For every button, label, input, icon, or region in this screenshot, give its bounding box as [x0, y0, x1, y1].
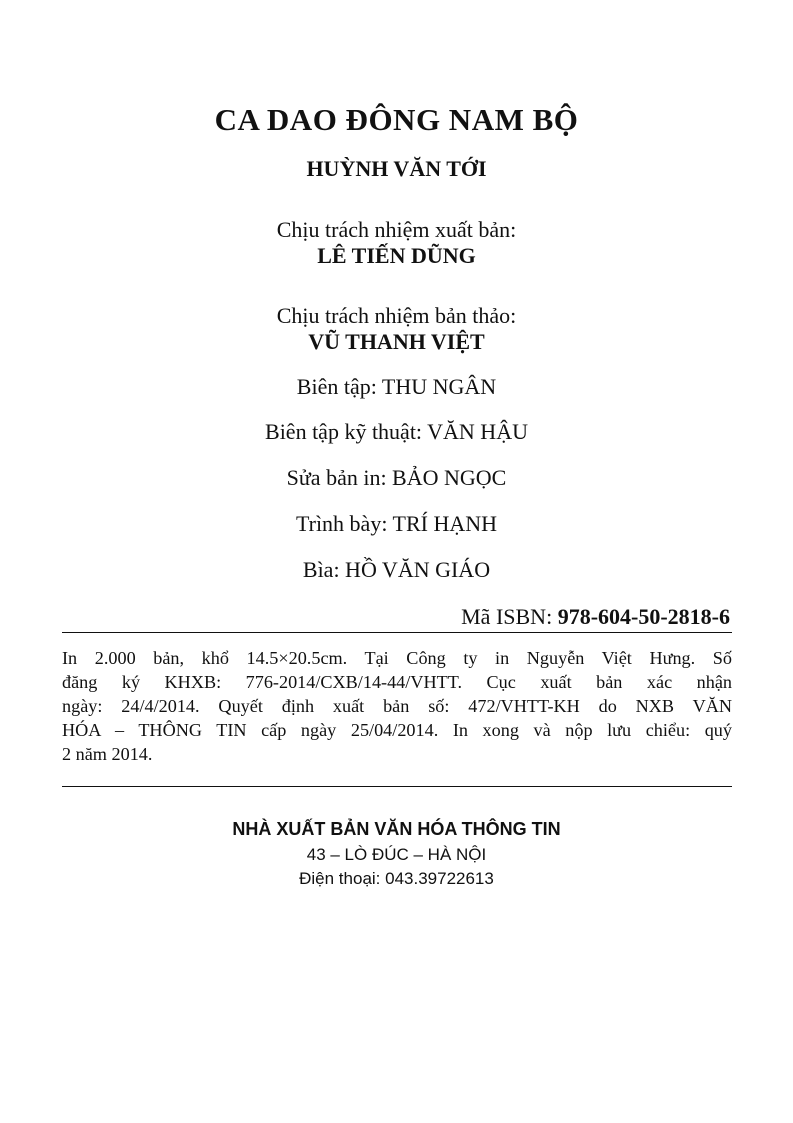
publishing-responsible-name: LÊ TIẾN DŨNG: [317, 243, 476, 268]
top-rule: [62, 632, 732, 633]
credit-technical-editor: Biên tập kỹ thuật: VĂN HẬU: [265, 419, 528, 444]
isbn-label: Mã ISBN:: [461, 604, 553, 629]
imprint-line: HÓA – THÔNG TIN cấp ngày 25/04/2014. In xong và nộp lưu chiểu: quý: [62, 720, 732, 740]
credit-editor: Biên tập: THU NGÂN: [296, 374, 497, 399]
book-author: HUỲNH VĂN TỚI: [306, 156, 487, 181]
book-title: CA DAO ĐÔNG NAM BỘ: [214, 102, 579, 137]
imprint-block: [62, 646, 732, 766]
credit-layout: Trình bày: TRÍ HẠNH: [295, 511, 498, 536]
isbn-line: [461, 604, 730, 630]
publisher-name: NHÀ XUẤT BẢN VĂN HÓA THÔNG TIN: [232, 819, 561, 839]
manuscript-responsible-label: Chịu trách nhiệm bản thảo:: [276, 303, 517, 328]
publisher-address: 43 – LÒ ĐÚC – HÀ NỘI: [306, 845, 487, 864]
imprint-line: ngày: 24/4/2014. Quyết định xuất bản số: 472/VHTT-KH do NXB VĂN: [62, 696, 732, 716]
bottom-rule: [62, 786, 732, 787]
imprint-line: đăng ký KHXB: 776-2014/CXB/14-44/VHTT. Cục xuất bản xác nhận: [62, 672, 732, 692]
publishing-responsible-label: Chịu trách nhiệm xuất bản:: [276, 217, 517, 242]
credit-cover: Bìa: HỒ VĂN GIÁO: [302, 557, 491, 582]
publisher-phone: Điện thoại: 043.39722613: [299, 869, 494, 888]
isbn-number: 978-604-50-2818-6: [557, 604, 730, 629]
imprint-line: In 2.000 bản, khổ 14.5×20.5cm. Tại Công ty in Nguyễn Việt Hưng. Số: [62, 648, 732, 668]
manuscript-responsible-name: VŨ THANH VIỆT: [308, 329, 485, 354]
credit-proofreader: Sửa bản in: BẢO NGỌC: [286, 465, 507, 490]
imprint-line: 2 năm 2014.: [62, 744, 153, 764]
